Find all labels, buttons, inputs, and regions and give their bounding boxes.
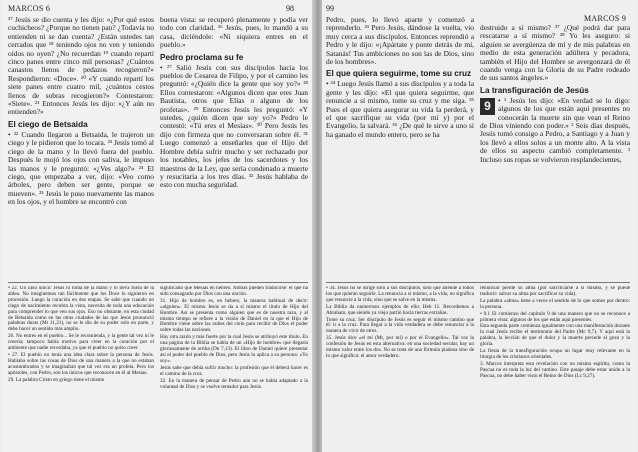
- left-running-head: MARCOS 6: [8, 4, 51, 13]
- right-col1-main: [326, 16, 474, 278]
- note: 29. La palabra Cristo en griego tiene el mismo: [8, 376, 105, 383]
- right-col2-main: [480, 24, 630, 278]
- note: 26. No entres en el pueblo... Se le recomienda, y la gente tal vez ni le creería; tampoco había motivo para creer en la curación por el ambiente que nadie recordaba, ya que el pueblo no quiso creer.: [8, 333, 154, 352]
- note: La palabra «alma» tiene a veces el sentido de lo que somos por dentro: la persona.: [480, 297, 630, 310]
- left-page-number: 98: [286, 4, 294, 13]
- right-col1-body: • ³⁴ Luego Jesús llamó a sus discípulos y a toda la gente y les dijo: «El que quiera seguirme, que renuncie a sí mismo, tome su cruz y me siga. ³⁵ Pues el que quiera asegurar su vida la perderá, y el que sacrifique su vida (por mí y) por el Evangelio, la salvará. ³⁶ ¿De qué le sirve a uno si ha ganado el mundo entero, pero se ha: [326, 79, 474, 139]
- left-page: [2, 0, 314, 452]
- right-page-number: 99: [326, 4, 334, 13]
- left-col2-heading: Pedro proclama su fe: [160, 52, 244, 62]
- right-col1-notes: [326, 286, 474, 450]
- note: Tome su cruz. Ser discípulo de Jesús es seguir el mismo camino que él: ir a la cruz. Para llegar a la vida verdadera se debe renunciar a la manera de vivir de otros.: [326, 316, 474, 335]
- note: La fiesta de la transfiguración ocupa un lugar muy relevante en la liturgia de los cristianos orientales.: [480, 348, 630, 360]
- right-running-head: MARCOS 9: [584, 14, 627, 23]
- note: 31. Hijo de hombre es, en hebreo, la manera habitual de decir: «alguien». El mismo Jesús se da a sí mismo el título de Hijo del Hombre. Así se presenta como alguien que es de nuestra raza, y al mismo tiempo se refiere a la visión de Daniel en la que el Hijo de Hombre viene sobre las nubes del cielo para recibir de Dios el poder sobre todas las naciones.: [160, 297, 308, 334]
- left-col2-main: [160, 16, 308, 278]
- note: 3. Marcos interpreta esta revelación con un mismo espíritu, como la Pascua no es toda la luz del camino. Este pasaje debe estar unido a la Pascua, no debe haber visto el Reino de Dios (Lc 9,27).: [480, 360, 630, 379]
- right-col2-notes: [480, 286, 630, 450]
- note: La Biblia da numerosos ejemplos de ello: Heb 11. Recordemos a Abraham, que siendo ya viejo partió hacia tierras extrañas.: [326, 303, 474, 316]
- right-page: [322, 0, 636, 452]
- note: significado que Mesías en hebreo. Ambas pueden traducirse: el que ha sido consagrado por Dios con una unción.: [160, 286, 308, 297]
- note: • 34. Jesús no se dirige sólo a sus discípulos, sino que atiende a todos los que quieran seguirle. La renuncia a sí mismo, a la vida, no significa que renuncie a la vida, sino que se salve en la misma.: [326, 286, 474, 303]
- left-col1-body: • ²² Cuando llegaron a Betsaida, le trajeron un ciego y le pidieron que lo tocara. ²³ Jesús tomó al ciego de la mano y lo llevó fuera del pueblo. Después le mojó los ojos con saliva, le impuso las manos y le preguntó: «¿Ves algo?» ²⁴ El ciego, que empezaba a ver, dijo: «Veo como árboles, pero deben ser gente, porque se mueven». ²⁵ Jesús le puso nuevamente las manos en los ojos, y el hombre se encontró con: [8, 129, 154, 207]
- right-col1-text-top: Pedro, pues, lo llevó aparte y comenzó a reprenderlo. ³³ Pero Jesús, dándose la vuelta, vio muy cerca a sus discípulos. Entonces reprendió a Pedro y le dijo: «¡Apártate y ponte detrás de mí, Satanás! Tus ambiciones no son las de Dios, sino de los hombres».: [326, 16, 474, 67]
- left-col1-intro: ³⁷ Jesús se dio cuenta y les dijo: «¿Por qué estos cuchicheos? ¿Porque no tienen pan? ¿Todavía no entienden ni se dan cuenta? ¿Están ustedes tan cerrados que ¹⁸ teniendo ojos no ven y teniendo oídos no oyen? ¿No recuerdan ¹⁹ cuando repartí cinco panes entre cinco mil personas? ¿Cuántos canastos llenos de pedazos recogieron?» Respondieron: «Doce». ²⁰ «Y cuando repartí los siete panes entre cuatro mil, ¿cuántos cestos llenos de sobras recogieron?» Contestaron: «Siete». ²¹ Entonces Jesús les dijo: «¿Y aún no entienden?»: [8, 16, 154, 117]
- note: renunciar pierde su alma (por sacrificarse a sí mismo, y se puede traducir: salvar su alma por sacrificar su vida).: [480, 286, 630, 297]
- note: Hay otra razón y más fuerte por la cual Jesús se atribuyó este título. En una página de la Biblia se habla de un «Hijo de hombre» que llegaría gloriosamente de arriba (Dn 7,13). El libro de Daniel quiere presentar así el poder del pueblo de Dios, pero Jesús lo aplica a su persona: «Yo soy».: [160, 334, 308, 364]
- right-notes-divider: [326, 282, 630, 283]
- left-notes-divider: [8, 282, 308, 283]
- right-col2-text-top: destruido a sí mismo? ³⁷ ¿Qué podrá dar para rescatarse a sí mismo? ³⁸ Yo les aseguro: si alguien se avergüenza de mí y de mis palabras en medio de esta generación adúltera y pecadora, también el Hijo del Hombre se avergonzará de él cuando venga con la Gloria de su Padre rodeado de sus santos ángeles.»: [480, 24, 630, 83]
- left-col2-text-top: buena vista: se recuperó plenamente y podía ver todo con claridad. ²⁶ Jesús, pues, lo mandó a su casa, diciéndole: «Ni siquiera entres en el pueblo.»: [160, 16, 308, 50]
- note: • 27. El pueblo no tenía una idea clara sobre la persona de Jesús. Hablaba sobre las cosas de Dios de una manera a la que no estaban acostumbrados y se imaginaban que tal vez era un profeta. Pero los apóstoles, con Pedro, son los únicos que reconocen en él al Mesías.: [8, 351, 154, 376]
- note: 35. Jesús dice «el mí (Mt, por mí) o por el Evangelio». Tal vez la confesión de Jesús en esta alternativa: en una sociedad secular, hay un mismo valor entre los dos. No se trata de una fórmula piadosa sino de lo que significa: el amor verdadero.: [326, 335, 474, 359]
- chapter-number-badge: 9: [480, 98, 495, 115]
- note: 32. En la manera de pensar de Pedro aún no se había adaptado a la voluntad de Dios y se vuelve tentador para Jesús.: [160, 377, 308, 390]
- left-col1-main: [8, 16, 154, 278]
- right-col1-heading: El que quiera seguirme, tome su cruz: [326, 69, 472, 79]
- right-col2-body: • ¹ Jesús les dijo: «En verdad se lo digo: algunos de los que están aquí presentes no conocerán la muerte sin que vean el Reino de Dios viniendo con poder.» ² Seis días después, Jesús tomó consigo a Pedro, a Santiago y a Juan y los llevó a ellos solos a un monte alto. A la vista de ellos su aspecto cambió completamente. ³ Incluso sus ropas se volvieron resplandecientes,: [480, 95, 630, 164]
- left-col1-notes: [8, 286, 154, 450]
- left-col2-body: • ²⁷ Salió Jesús con sus discípulos hacia los pueblos de Cesarea de Filipo, y por el camino les preguntó: «¿Quién dice la gente que soy yo?» ²⁸ Ellos contestaron: «Algunos dicen que eres Juan Bautista, otros que Elías o alguno de los profetas». ²⁹ Entonces Jesús les preguntó: «Y ustedes, ¿quién dicen que soy yo?» Pedro le contestó: «Tú eres el Mesías». ³⁰ Pero Jesús les dijo con firmeza que no conversaran sobre él. ³¹ Luego comenzó a enseñarles que el Hijo del Hombre debía sufrir mucho y ser rechazado por los notables, los jefes de los sacerdotes y los maestros de la Ley, que sería condenado a muerte y resucitaría a los tres días. ³² Jesús hablaba de esto con mucha seguridad.: [160, 62, 308, 190]
- note: • 9.1 El comienzo del capítulo 9 de una manera que no se reconoce a primera vista: algunos de los que están aquí presentes.: [480, 310, 630, 323]
- note: Jesús sabe que debía sufrir mucho: la profesión que él deberá hacer es el camino de la cruz.: [160, 364, 308, 377]
- note: • 22. Un caso único: Jesús lo toma de la mano y lo lleva fuera de la aldea. No imaginemos tan fácilmente que los Doce lo siguieron en procesión. Luego la curación en dos etapas. Se sabe que cuando un ciego de nacimiento recobra la vista, necesita de toda una educación para comprender lo que ven sus ojos. Eso no obstante, en esta ciudad de Betsaida como en las otras ciudades de las que Jesús pronunció palabras duras (Mt 11,21), no se le dio de su poder solo en parte, y debe hacer un sentido más amplio.: [8, 286, 154, 333]
- left-col2-notes: [160, 286, 308, 450]
- left-col1-heading: El ciego de Betsaida: [8, 119, 88, 129]
- note: Esta segunda parte comienza igualmente con una manifestación durante la cual Jesús recibe el testimonio del Padre (Mc 9,7). Y aquí está la palabra, la lección de que el dolor y la muerte precede al gozo y la gloria.: [480, 323, 630, 348]
- right-col2-body-wrap: [480, 97, 630, 164]
- right-col2-heading: La transfiguración de Jesús: [480, 85, 589, 95]
